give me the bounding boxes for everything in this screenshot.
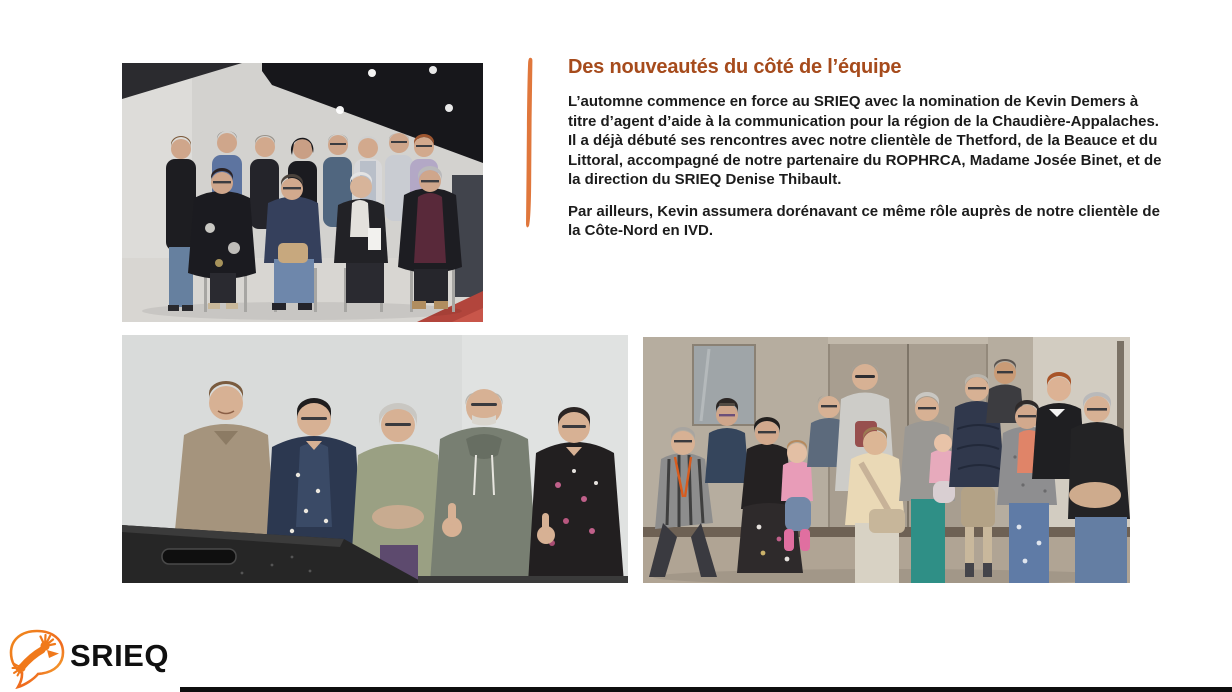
team-photo-bottom-left xyxy=(122,335,628,583)
article-team-news xyxy=(568,54,1164,241)
team-photo-bottom-right xyxy=(643,337,1130,583)
article-paragraph-1: L’automne commence en force au SRIEQ avec la nomination de Kevin Demers à titre d’agent d’aide à la communication pour la région de la Chaudière-Appalaches. Il a déjà débuté ses rencontres avec notre clientèle de Thetford, de la Beauce et du Littoral, accompagné de notre partenaire du ROPHRCA, Madame Josée Binet, et de la direction du SRIEQ Denise Thibault. xyxy=(568,93,1162,188)
srieq-logo-icon xyxy=(8,627,66,689)
accent-brush-stroke xyxy=(524,57,535,229)
srieq-logo xyxy=(8,626,169,690)
article-paragraph-2: Par ailleurs, Kevin assumera dorénavant ce même rôle auprès de notre clientèle de la Côte-Nord en IVD. xyxy=(568,202,1160,239)
accent-brush-stroke-shape xyxy=(524,57,535,229)
team-photo-top xyxy=(122,63,483,322)
team-photo-bottom-right-image xyxy=(643,337,1130,583)
article-heading: Des nouveautés du côté de l’équipe xyxy=(568,56,902,78)
team-photo-bottom-left-image xyxy=(122,335,628,583)
srieq-logo-text: SRIEQ xyxy=(70,638,169,673)
footer-rule xyxy=(180,687,1232,692)
team-photo-top-image xyxy=(122,63,483,322)
